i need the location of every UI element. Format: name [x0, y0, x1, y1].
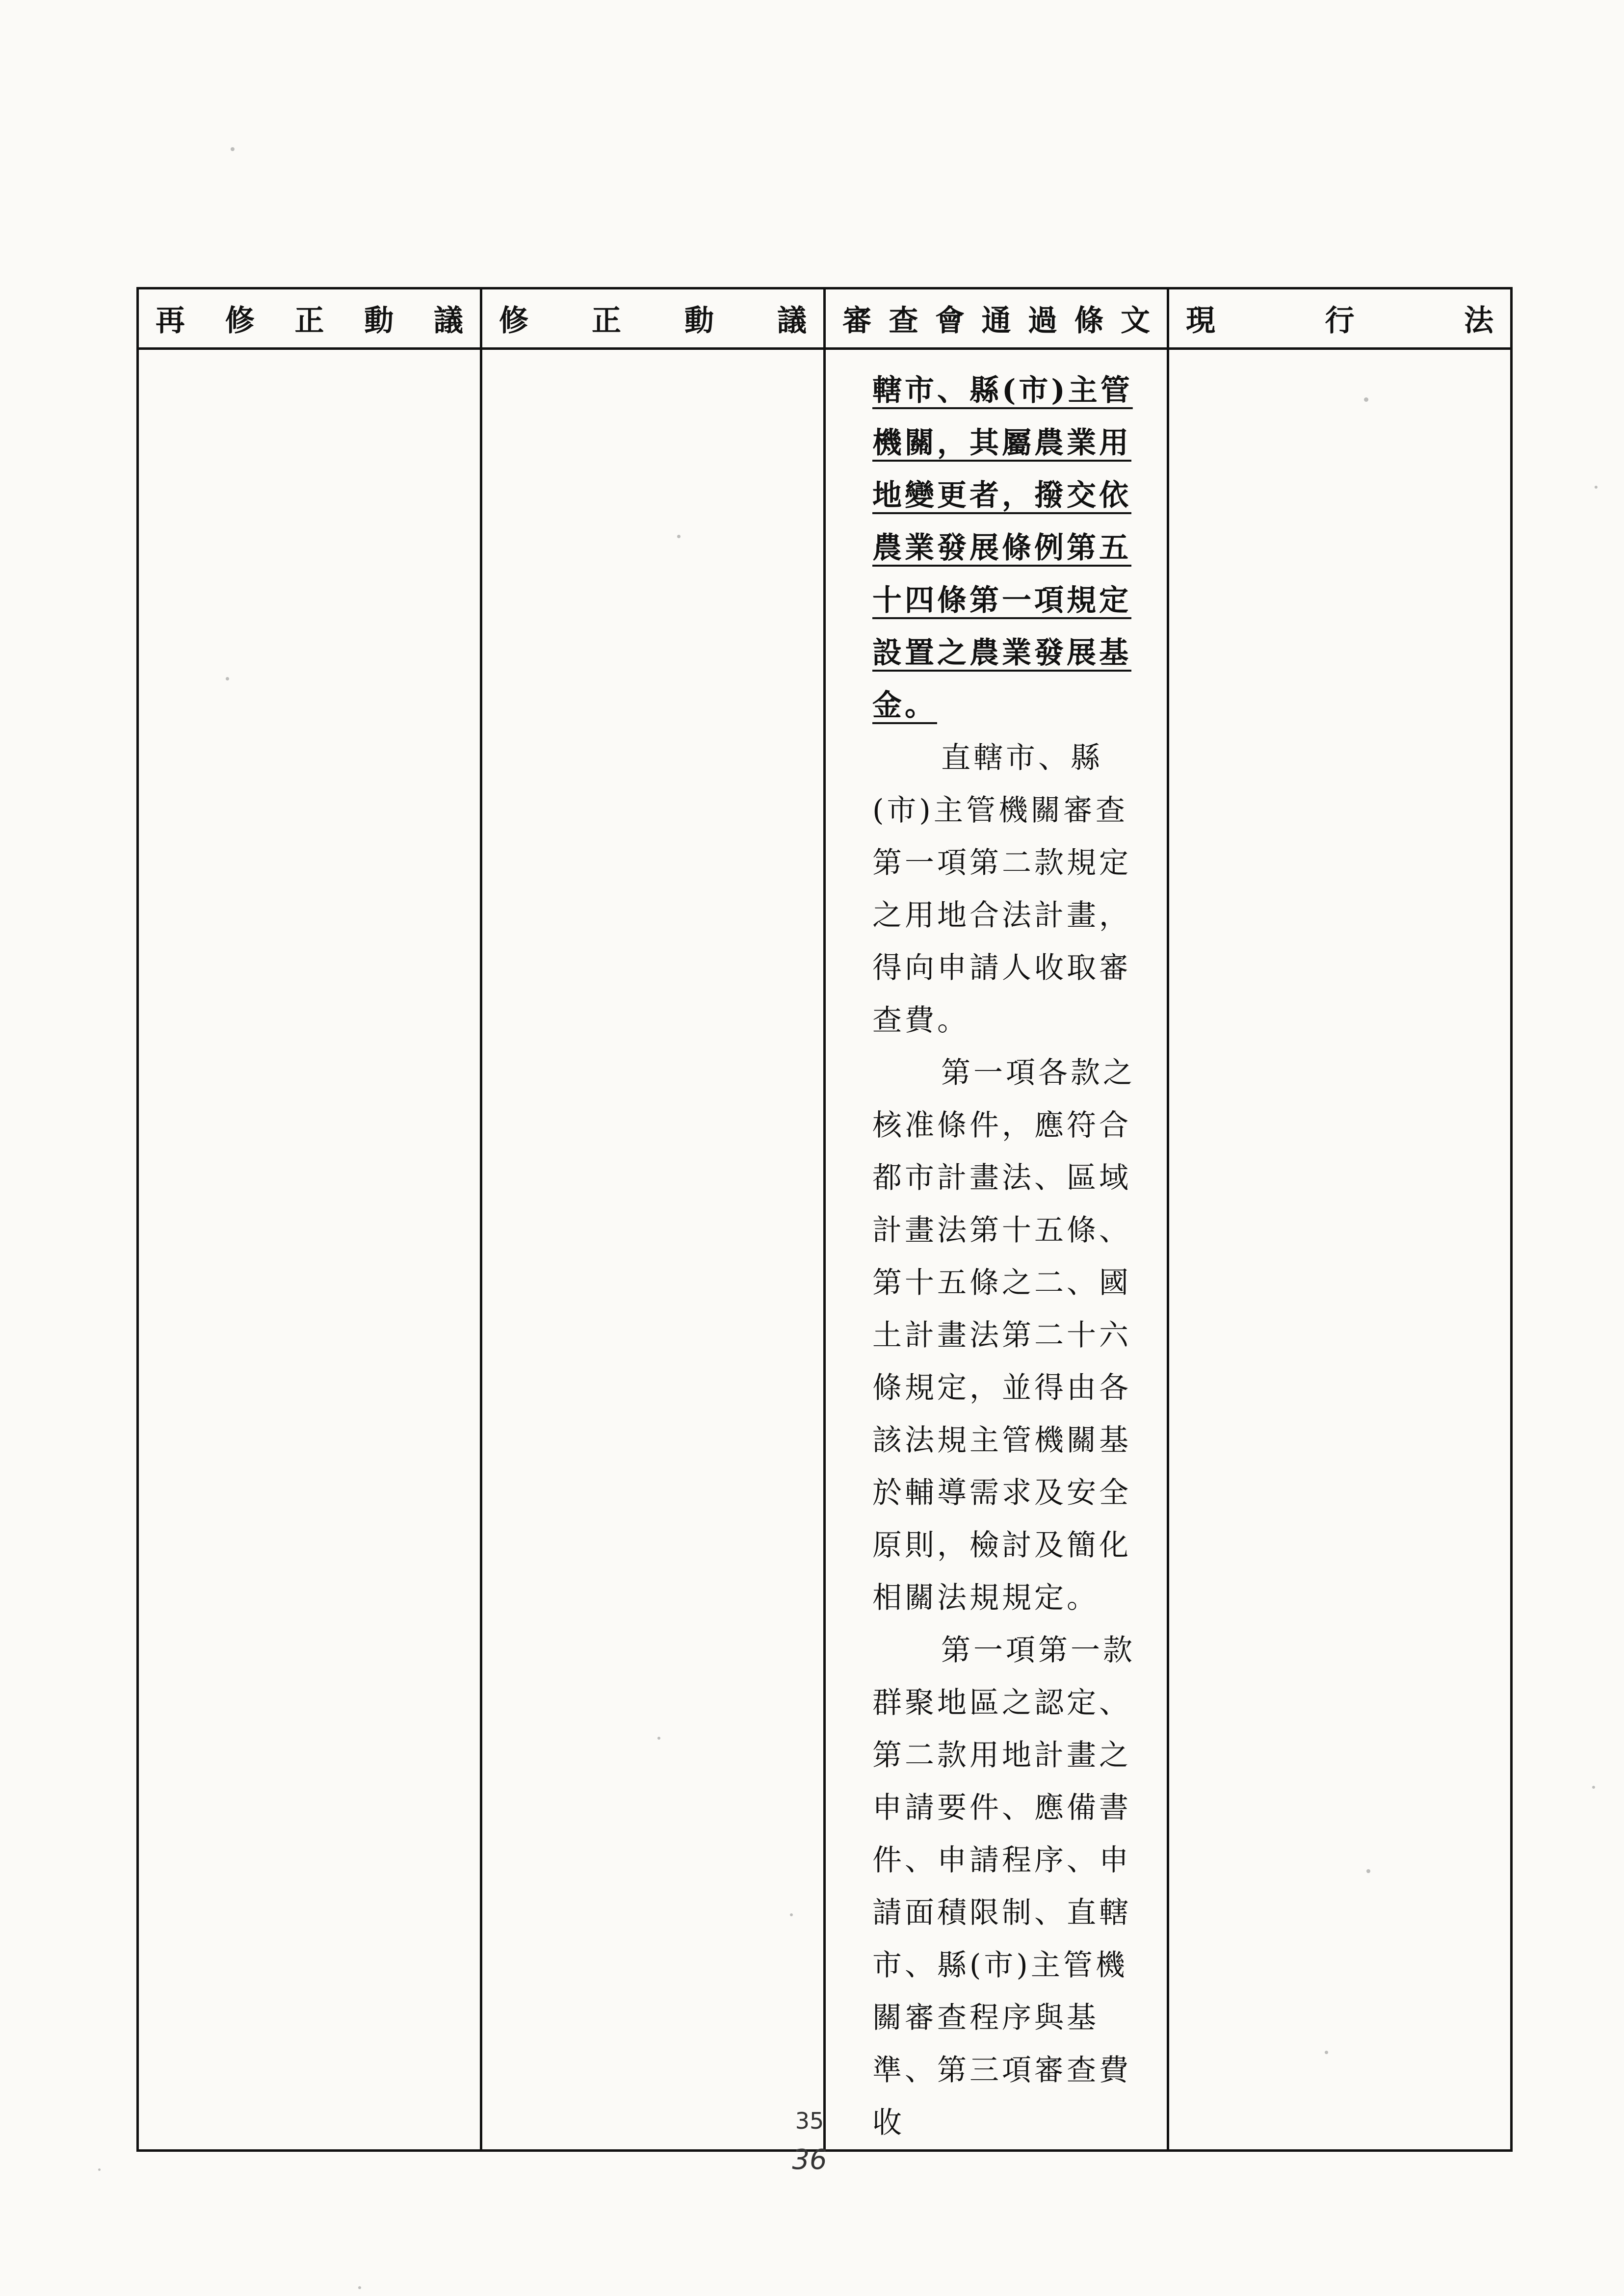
- paper-speck: [1592, 1786, 1595, 1789]
- comparison-table: [136, 287, 1513, 2152]
- paragraph-cluster-area: 第一項第一款群聚地區之認定、第二款用地計畫之申請要件、應備書件、申請程序、申請面積限制、直轄市、縣(市)主管機關審查程序與基準、第三項審查費收: [872, 1633, 1135, 2140]
- header-char: 審: [842, 304, 872, 338]
- amendment-cell: [481, 349, 825, 2151]
- page-number-handwritten: 36: [792, 2144, 827, 2176]
- header-char: 查: [889, 304, 918, 338]
- current-law-cell: [1168, 349, 1512, 2151]
- header-approved-text: [826, 289, 1167, 347]
- header-cell: [481, 288, 825, 349]
- header-char: 過: [1028, 304, 1057, 338]
- underlined-block: [872, 365, 1149, 732]
- header-current-law: [1169, 289, 1510, 347]
- underlined-line: 轄市、縣(市)主管: [872, 373, 1133, 408]
- header-char: 修: [499, 304, 528, 338]
- page-number-printed: 35: [795, 2108, 824, 2134]
- header-char: 條: [1074, 304, 1104, 338]
- header-amendment: [482, 289, 823, 347]
- header-reamendment: [139, 289, 480, 347]
- header-char: 議: [434, 304, 463, 338]
- reamendment-cell: [138, 349, 481, 2151]
- header-char: 動: [364, 304, 394, 338]
- header-char: 議: [777, 304, 807, 338]
- header-char: 法: [1464, 304, 1493, 338]
- header-char: 文: [1121, 304, 1150, 338]
- header-cell: [1168, 288, 1512, 349]
- underlined-line: 金。: [872, 688, 937, 723]
- header-char: 動: [684, 304, 714, 338]
- header-char: 通: [981, 304, 1011, 338]
- paragraph-approval-conditions: 第一項各款之核准條件，應符合都市計畫法、區域計畫法第十五條、第十五條之二、國土計畫法第二十六條規定，並得由各該法規主管機關基於輔導需求及安全原則，檢討及簡化相關法規規定。: [872, 1056, 1135, 1615]
- table-body-row: [138, 349, 1512, 2151]
- header-char: 行: [1325, 304, 1355, 338]
- header-char: 正: [592, 304, 621, 338]
- underlined-line: 十四條第一項規定: [872, 583, 1131, 618]
- underlined-line: 農業發展條例第五: [872, 531, 1131, 565]
- header-char: 現: [1186, 304, 1215, 338]
- underlined-line: 設置之農業發展基: [872, 636, 1131, 670]
- paper-speck: [231, 147, 235, 151]
- header-char: 會: [935, 304, 965, 338]
- paper-speck: [1595, 486, 1598, 489]
- approved-text-cell: [825, 349, 1168, 2151]
- header-char: 正: [294, 304, 324, 338]
- header-char: 再: [156, 304, 185, 338]
- underlined-line: 地變更者，撥交依: [872, 478, 1131, 513]
- underlined-line: 機關，其屬農業用: [872, 426, 1131, 460]
- paper-speck: [358, 2286, 361, 2289]
- paper-speck: [98, 2168, 101, 2171]
- table-header-row: [138, 288, 1512, 349]
- header-cell: [825, 288, 1168, 349]
- paragraph-review-fee: 直轄市、縣(市)主管機關審查第一項第二款規定之用地合法計畫，得向申請人收取審查費。: [872, 741, 1131, 1038]
- header-char: 修: [225, 304, 255, 338]
- header-cell: [138, 288, 481, 349]
